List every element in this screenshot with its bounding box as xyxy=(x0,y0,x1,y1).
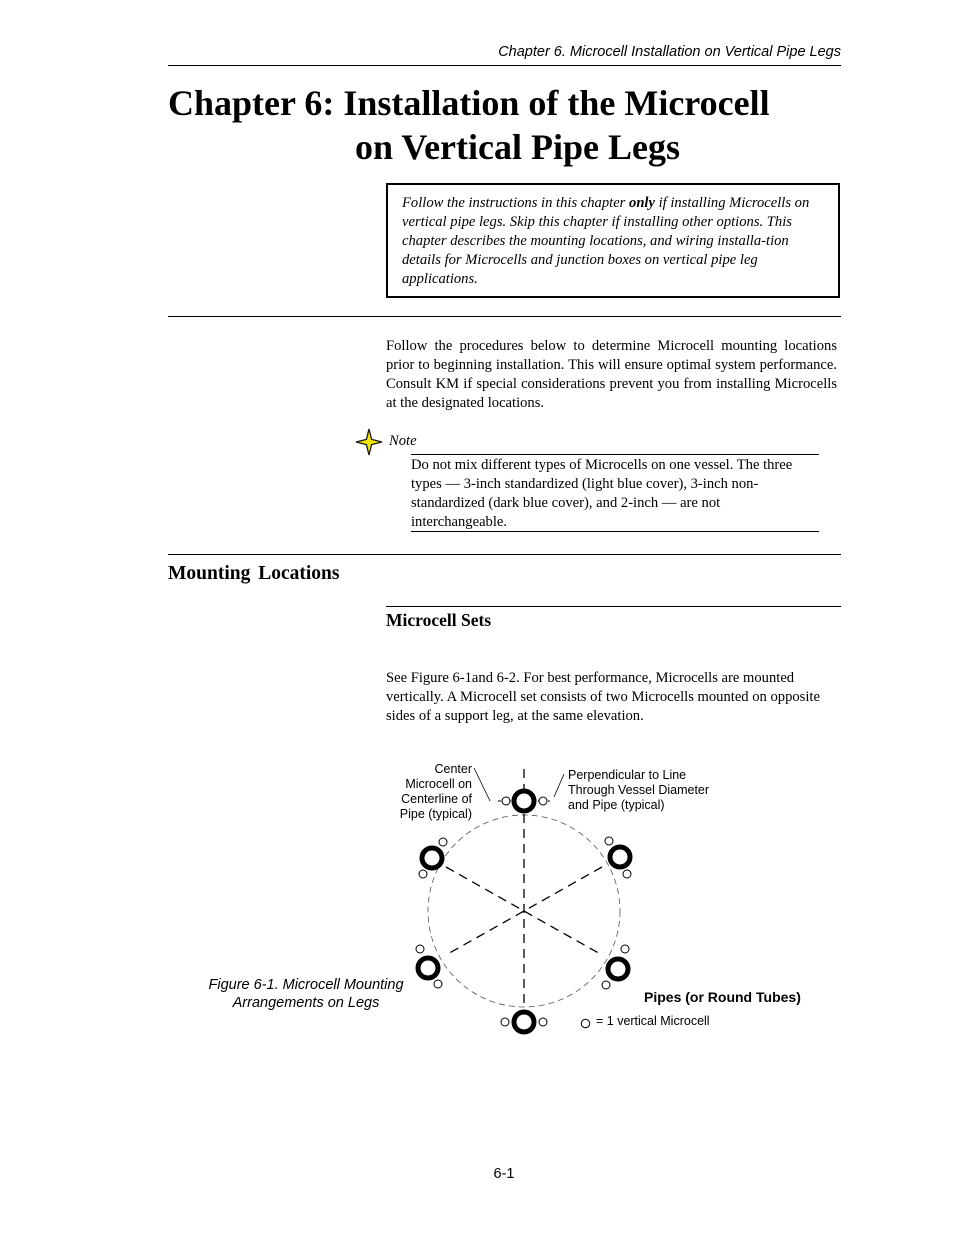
legend-text: = 1 vertical Microcell xyxy=(596,1014,710,1028)
pipe-top xyxy=(514,791,534,811)
microcell xyxy=(501,1018,509,1026)
label-line: Center xyxy=(434,762,472,776)
pipe-upper-right xyxy=(610,847,630,867)
leader-line-center xyxy=(474,768,490,801)
caption-line-2: Arrangements on Legs xyxy=(232,995,380,1011)
microcell xyxy=(539,797,547,805)
label-pipes: Pipes (or Round Tubes) xyxy=(644,989,801,1005)
section-rule xyxy=(168,316,841,317)
page-number: 6-1 xyxy=(493,1166,515,1182)
legend-microcell-circle xyxy=(581,1019,589,1027)
microcell xyxy=(434,980,442,988)
pipe-upper-left xyxy=(422,848,442,868)
section-rule xyxy=(168,554,841,555)
chapter-title-line-1: Chapter 6: Installation of the Microcell xyxy=(168,83,770,123)
microcell-sets-paragraph: See Figure 6-1and 6-2. For best performance, Microcells are mounted vertically. A Microcell set consists of two Microcells mounted on opposite sides of a support leg, at the same elevation. xyxy=(386,670,820,724)
microcell xyxy=(416,945,424,953)
label-line: Pipe (typical) xyxy=(399,807,472,821)
microcell xyxy=(419,870,427,878)
intro-box xyxy=(386,183,840,298)
label-line: Perpendicular to Line xyxy=(568,768,687,782)
label-perpendicular xyxy=(568,768,709,813)
chapter-title-line-2: on Vertical Pipe Legs xyxy=(355,127,680,167)
caption-line-1: Figure 6-1. Microcell Mounting xyxy=(208,977,404,993)
note-text: Do not mix different types of Microcells on one vessel. The three types — 3-inch standardized (light blue cover), 3-inch non-standardized (dark blue cover), and 2-inch — are not interchangeable. xyxy=(411,457,793,530)
label-line: Centerline of xyxy=(401,792,472,806)
note-rule-bottom xyxy=(411,531,819,532)
pipe-bottom xyxy=(514,1012,534,1032)
subsection-rule xyxy=(386,606,841,607)
legend-microcell-icon xyxy=(580,1018,591,1029)
running-header: Chapter 6. Microcell Installation on Vertical Pipe Legs xyxy=(498,44,841,60)
label-line: Through Vessel Diameter xyxy=(568,783,710,797)
pipe-lower-left xyxy=(418,958,438,978)
note-label: Note xyxy=(389,433,417,449)
figure-microcell-arrangement xyxy=(380,755,840,1045)
label-line: Microcell on xyxy=(405,777,472,791)
note-star-icon xyxy=(355,428,383,456)
microcell xyxy=(439,838,447,846)
microcell xyxy=(602,981,610,989)
label-center-microcell xyxy=(400,762,472,822)
note-rule-top xyxy=(411,454,819,455)
subsection-heading: Microcell Sets xyxy=(386,610,492,630)
leader-line-perpendicular xyxy=(554,774,564,797)
header-rule xyxy=(168,65,841,66)
intro-text-after: if installing Microcells on vertical pipe legs. Skip this chapter if installing other options. This chapter describes the mounting locations, and wiring installa-tion details for Microcells and junction boxes on vertical pipe leg applications. xyxy=(402,195,810,287)
intro-text-before: Follow the instructions in this chapter xyxy=(402,195,630,211)
microcell xyxy=(623,870,631,878)
pipe-lower-right xyxy=(608,959,628,979)
figure-caption xyxy=(196,976,416,1012)
section-heading: Mounting Locations xyxy=(168,563,340,584)
microcell xyxy=(605,837,613,845)
note-star-shape xyxy=(356,429,382,455)
microcell xyxy=(502,797,510,805)
intro-paragraph: Follow the procedures below to determine Microcell mounting locations prior to beginning installation. This will ensure optimal system performance. Consult KM if special considerations prevent you from installing Microcells at the designated locations. xyxy=(386,338,837,411)
microcell xyxy=(621,945,629,953)
intro-emphasis: only xyxy=(629,195,655,211)
label-line: and Pipe (typical) xyxy=(568,798,665,812)
microcell xyxy=(539,1018,547,1026)
